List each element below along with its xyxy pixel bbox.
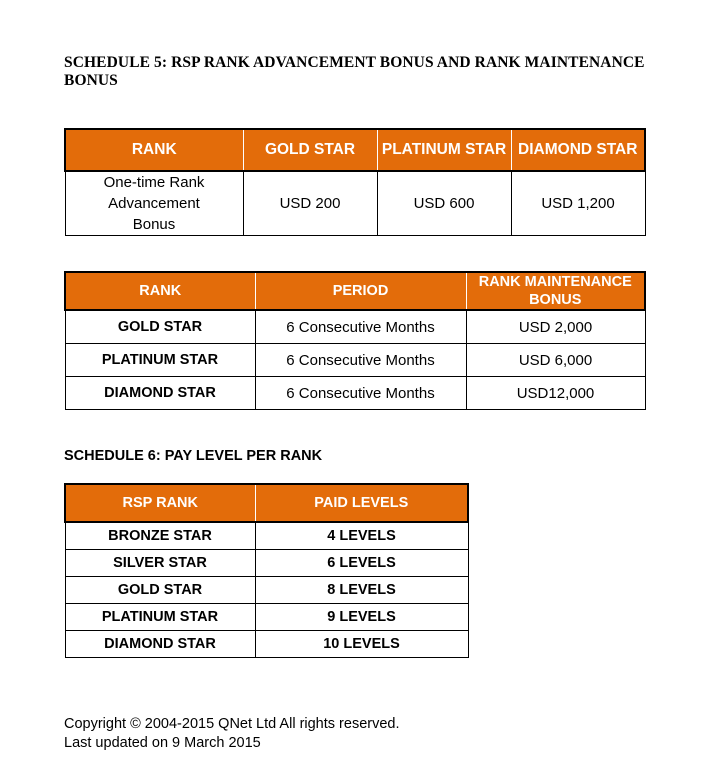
levels-cell: 8 LEVELS <box>255 577 468 604</box>
header-rank: RANK <box>65 129 243 171</box>
rank-cell: SILVER STAR <box>65 550 255 577</box>
rank-cell: BRONZE STAR <box>65 522 255 550</box>
table-row <box>65 577 468 604</box>
table-row <box>65 377 645 410</box>
levels-cell: 10 LEVELS <box>255 631 468 658</box>
bonus-cell: USD 6,000 <box>466 344 645 377</box>
footer <box>64 715 400 753</box>
period-cell: 6 Consecutive Months <box>255 377 466 410</box>
rank-cell: GOLD STAR <box>65 310 255 344</box>
period-cell: 6 Consecutive Months <box>255 344 466 377</box>
table-row <box>65 631 468 658</box>
bonus-cell: USD12,000 <box>466 377 645 410</box>
bonus-cell: USD 2,000 <box>466 310 645 344</box>
header-rank: RANK <box>65 272 255 310</box>
table-row <box>65 310 645 344</box>
gold-star-bonus: USD 200 <box>243 171 377 236</box>
rank-cell: PLATINUM STAR <box>65 344 255 377</box>
schedule5-title: SCHEDULE 5: RSP RANK ADVANCEMENT BONUS AND RANK MAINTENANCE BONUS <box>64 54 645 89</box>
platinum-star-bonus: USD 600 <box>377 171 511 236</box>
schedule6-title: SCHEDULE 6: PAY LEVEL PER RANK <box>64 448 323 464</box>
header-diamond-star: DIAMOND STAR <box>511 129 645 171</box>
table-row <box>65 522 468 550</box>
rank-maintenance-bonus-table <box>64 271 646 410</box>
rank-cell: DIAMOND STAR <box>65 377 255 410</box>
header-platinum-star: PLATINUM STAR <box>377 129 511 171</box>
header-rsp-rank: RSP RANK <box>65 484 255 522</box>
table-row <box>65 604 468 631</box>
header-gold-star: GOLD STAR <box>243 129 377 171</box>
levels-cell: 9 LEVELS <box>255 604 468 631</box>
rank-advancement-bonus-table <box>64 128 646 236</box>
period-cell: 6 Consecutive Months <box>255 310 466 344</box>
table-row <box>65 171 645 236</box>
table-row <box>65 550 468 577</box>
table-header-row <box>65 272 645 310</box>
pay-level-table <box>64 483 469 658</box>
table-header-row <box>65 129 645 171</box>
last-updated-text: Last updated on 9 March 2015 <box>64 735 261 751</box>
copyright-text: Copyright © 2004-2015 QNet Ltd All rights reserved. <box>64 716 400 732</box>
header-paid-levels: PAID LEVELS <box>255 484 468 522</box>
table-row <box>65 344 645 377</box>
rank-cell: DIAMOND STAR <box>65 631 255 658</box>
levels-cell: 6 LEVELS <box>255 550 468 577</box>
diamond-star-bonus: USD 1,200 <box>511 171 645 236</box>
header-period: PERIOD <box>255 272 466 310</box>
header-maintenance-bonus: RANK MAINTENANCE BONUS <box>466 272 645 310</box>
table-header-row <box>65 484 468 522</box>
rank-cell: GOLD STAR <box>65 577 255 604</box>
advancement-bonus-label: One-time Rank Advancement Bonus <box>65 171 243 236</box>
rank-cell: PLATINUM STAR <box>65 604 255 631</box>
levels-cell: 4 LEVELS <box>255 522 468 550</box>
